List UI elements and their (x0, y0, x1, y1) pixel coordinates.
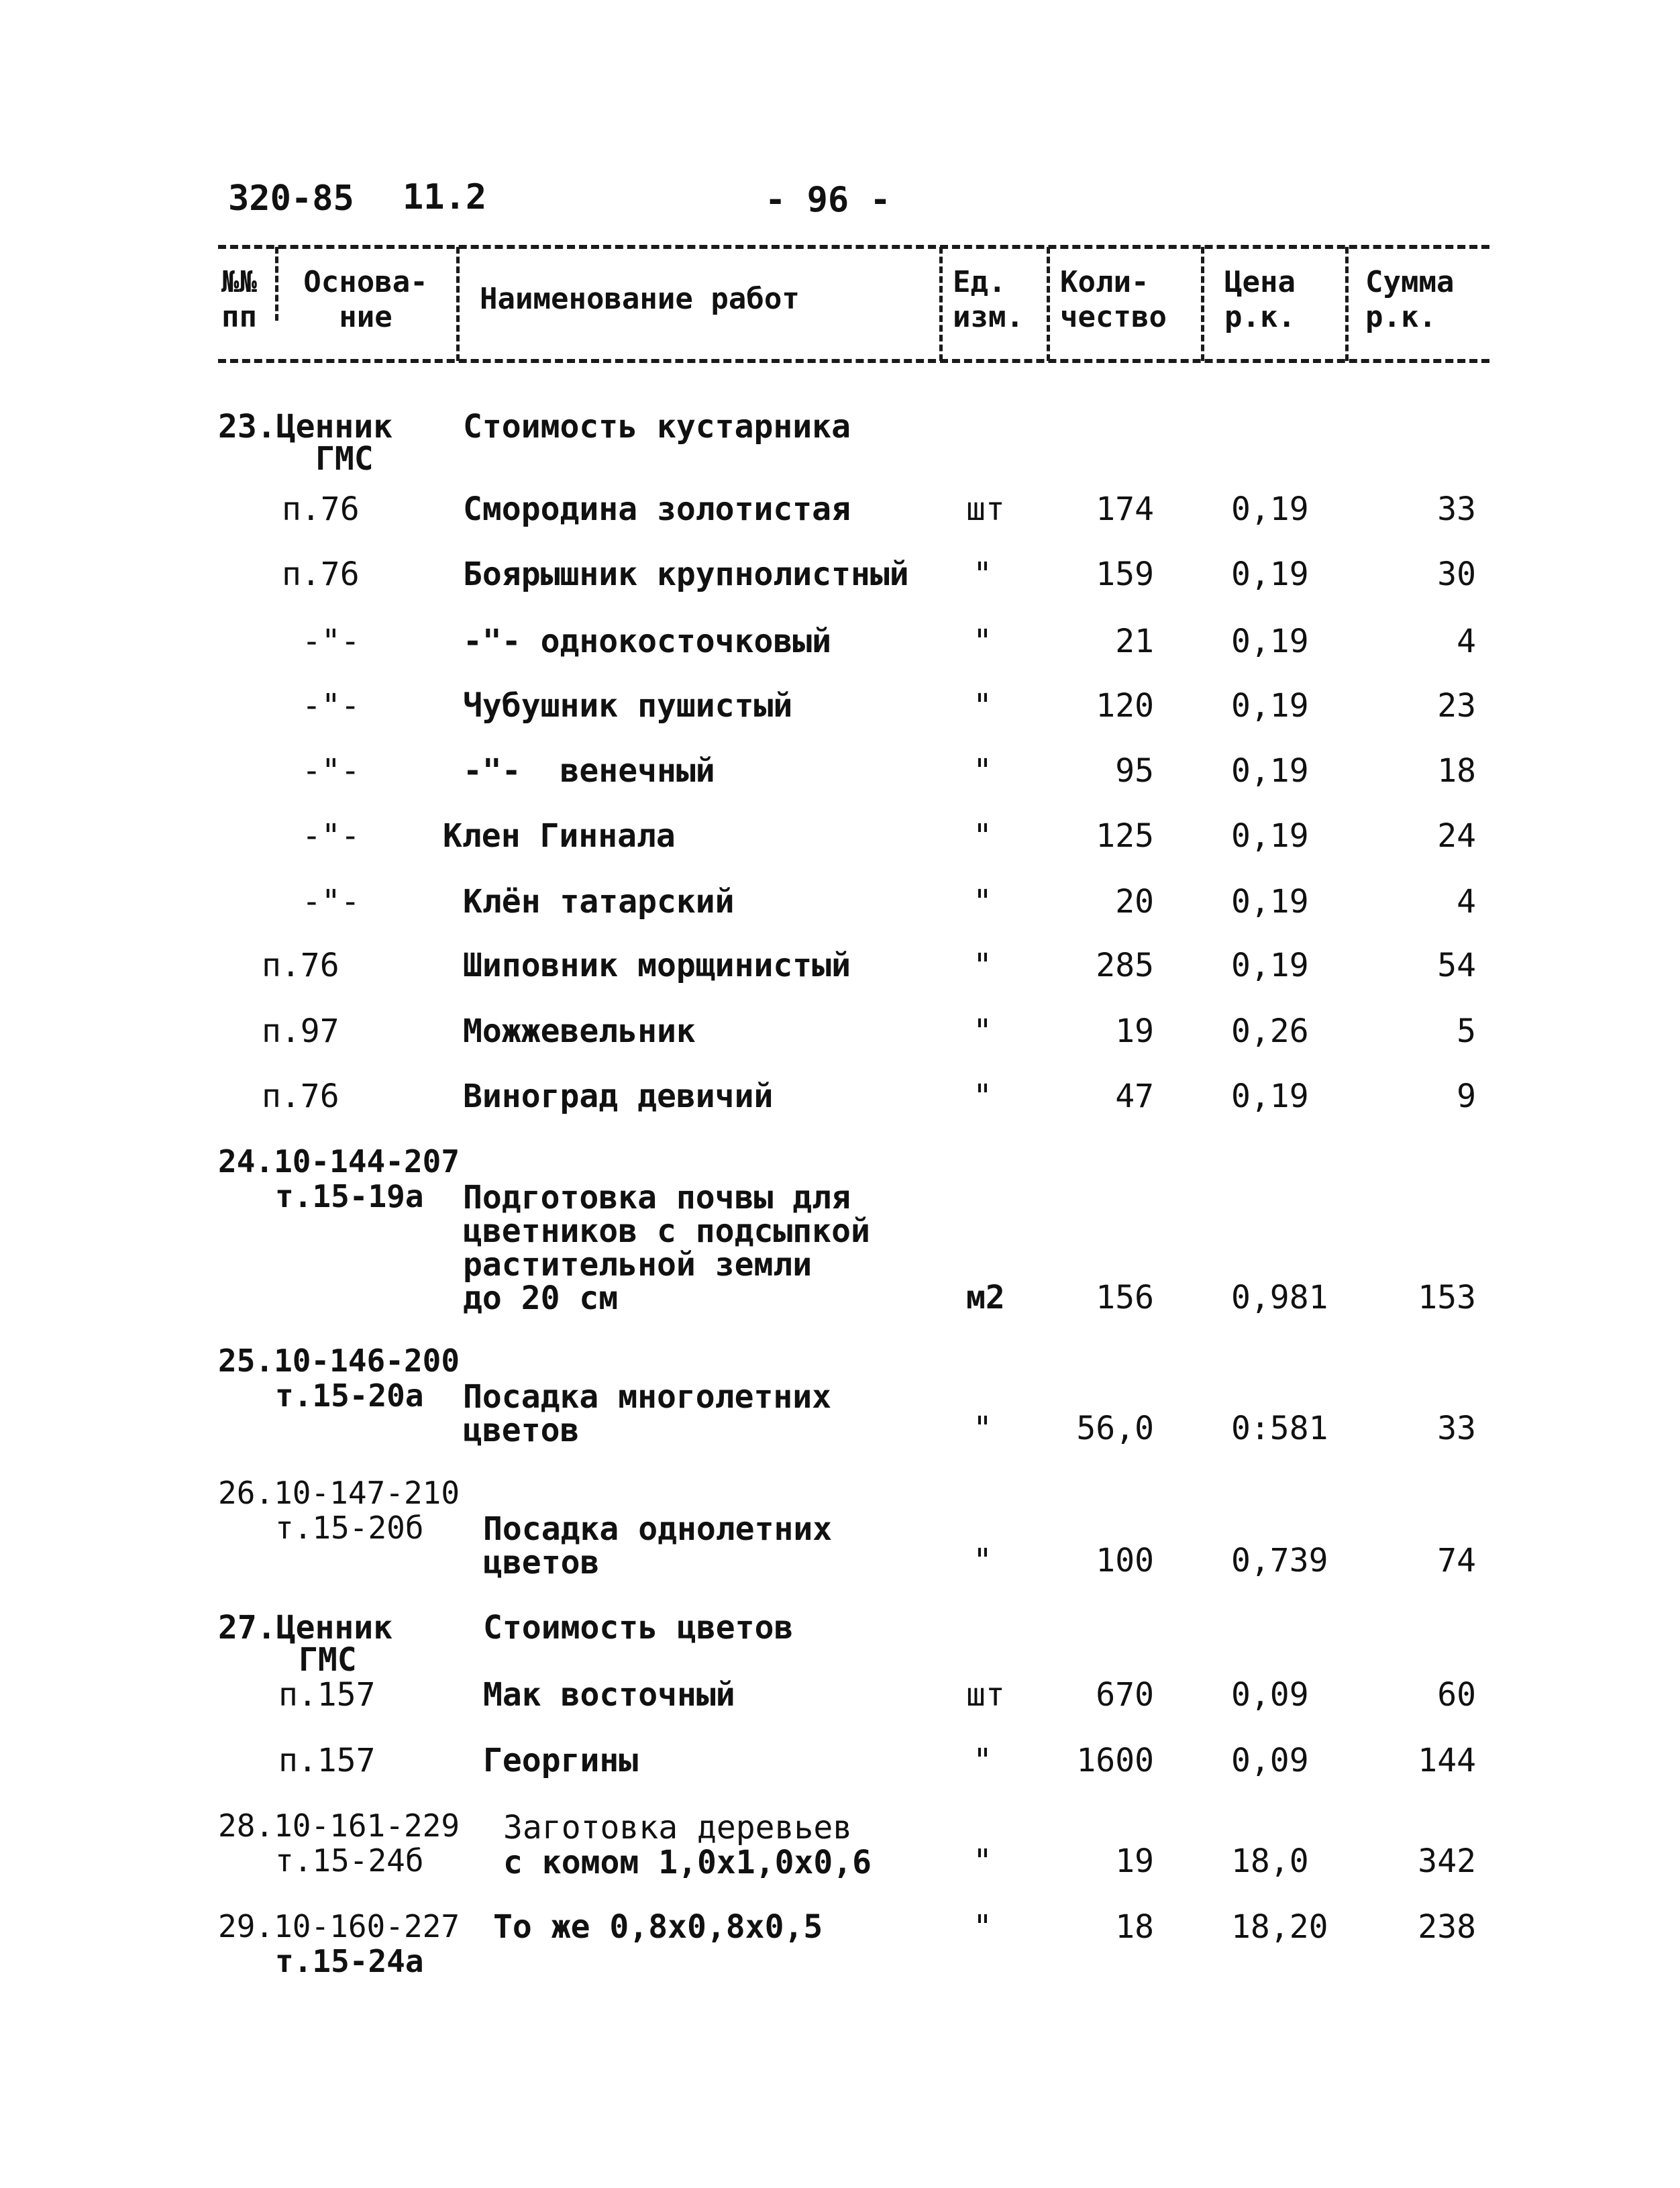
row-name: -"- венечный (463, 752, 715, 790)
row-qty: 159 (1096, 556, 1154, 593)
row-basis-sub: т.15-20а (275, 1377, 424, 1414)
row-qty: 1600 (1076, 1742, 1154, 1779)
row-price: 0,26 (1231, 1012, 1309, 1050)
row-price: 0,19 (1231, 752, 1309, 790)
row-qty: 19 (1115, 1842, 1154, 1880)
row-basis-sub: ГМС (299, 1641, 357, 1679)
row-sum: 23 (1437, 687, 1476, 725)
row-qty: 174 (1096, 490, 1154, 528)
row-name: -"- однокосточковый (463, 623, 832, 660)
row-unit: " (973, 1410, 992, 1447)
row-basis: п.76 (262, 947, 339, 984)
row-basis: 28.10-161-229 (218, 1808, 460, 1844)
row-qty: 21 (1115, 623, 1154, 660)
row-qty: 120 (1096, 687, 1154, 725)
row-basis: п.157 (278, 1676, 376, 1714)
row-basis-sub: т.15-20б (275, 1510, 424, 1546)
row-name: Стоимость кустарника (463, 408, 851, 446)
row-qty: 56,0 (1076, 1410, 1154, 1447)
row-qty: 156 (1096, 1279, 1154, 1316)
header-divider (1345, 247, 1349, 361)
row-price: 0,739 (1231, 1542, 1328, 1579)
row-unit: шт (966, 1676, 1005, 1714)
row-unit: м2 (966, 1279, 1005, 1316)
header-unit: Ед. изм. (953, 265, 1024, 334)
row-basis: -"- (302, 687, 360, 725)
row-sum: 33 (1437, 1410, 1476, 1447)
row-sum: 30 (1437, 556, 1476, 593)
row-price: 0,19 (1231, 817, 1309, 855)
row-qty: 47 (1115, 1078, 1154, 1115)
row-basis: 27.Ценник (218, 1609, 393, 1647)
row-price: 0,09 (1231, 1676, 1309, 1714)
row-name: Смородина золотистая (463, 490, 851, 528)
header-basis: Основа- ние (303, 265, 428, 334)
row-price: 18,20 (1231, 1908, 1328, 1946)
row-sum: 4 (1457, 883, 1476, 921)
row-basis-sub: ГМС (315, 440, 374, 478)
header-divider (939, 247, 943, 361)
row-sum: 5 (1457, 1012, 1476, 1050)
row-price: 0,09 (1231, 1742, 1309, 1779)
row-unit: " (973, 556, 992, 593)
row-qty: 20 (1115, 883, 1154, 921)
row-sum: 54 (1437, 947, 1476, 984)
header-bottom-rule (218, 359, 1489, 363)
row-name: Посадка однолетних цветов (483, 1510, 833, 1581)
row-unit: " (973, 623, 992, 660)
header-price: Цена р.к. (1224, 265, 1296, 334)
row-basis-sub: т.15-24а (275, 1943, 424, 1979)
row-name: Шиповник морщинистый (463, 947, 851, 984)
row-basis: 23.Ценник (218, 408, 393, 446)
row-unit: " (973, 1542, 992, 1579)
row-price: 0,19 (1231, 947, 1309, 984)
row-name: Чубушник пушистый (463, 687, 793, 725)
row-price: 18,0 (1231, 1842, 1309, 1880)
row-basis-sub: т.15-24б (275, 1842, 424, 1879)
document-code: 320-85 (228, 178, 354, 219)
row-sum: 4 (1457, 623, 1476, 660)
row-basis: п.97 (262, 1012, 339, 1050)
header-divider (275, 247, 278, 321)
row-name: Клен Гиннала (443, 817, 676, 855)
row-basis: п.76 (282, 556, 360, 593)
row-unit: " (973, 1012, 992, 1050)
row-price: 0,19 (1231, 687, 1309, 725)
row-basis: -"- (302, 817, 360, 855)
row-qty: 18 (1115, 1908, 1154, 1946)
row-basis-sub: т.15-19а (275, 1178, 424, 1214)
row-name: Заготовка деревьев с комом 1,0х1,0х0,6 (503, 1809, 872, 1881)
header-divider (456, 247, 460, 361)
header-divider (1047, 247, 1050, 361)
row-qty: 125 (1096, 817, 1154, 855)
row-unit: " (973, 947, 992, 984)
row-sum: 153 (1418, 1279, 1476, 1316)
header-divider (1201, 247, 1204, 361)
row-unit: " (973, 752, 992, 790)
row-sum: 342 (1418, 1842, 1476, 1880)
row-unit: " (973, 1078, 992, 1115)
row-sum: 18 (1437, 752, 1476, 790)
row-price: 0,19 (1231, 490, 1309, 528)
row-unit: " (973, 817, 992, 855)
row-basis: п.157 (278, 1742, 376, 1779)
row-sum: 74 (1437, 1542, 1476, 1579)
row-name: Посадка многолетних цветов (463, 1378, 832, 1449)
row-basis: 24.10-144-207 (218, 1143, 460, 1180)
row-name: Георгины (483, 1742, 639, 1779)
row-name: Виноград девичий (463, 1078, 774, 1115)
row-qty: 285 (1096, 947, 1154, 984)
row-basis: -"- (302, 883, 360, 921)
header-qty: Коли- чество (1060, 265, 1167, 334)
row-qty: 19 (1115, 1012, 1154, 1050)
row-price: 0,19 (1231, 883, 1309, 921)
row-unit: " (973, 1842, 992, 1880)
row-unit: шт (966, 490, 1005, 528)
row-basis: 29.10-160-227 (218, 1908, 460, 1944)
row-price: 0,19 (1231, 623, 1309, 660)
header-sum: Сумма р.к. (1365, 265, 1455, 334)
row-basis: п.76 (262, 1078, 339, 1115)
row-unit: " (973, 1742, 992, 1779)
row-name: Можжевельник (463, 1012, 696, 1050)
row-basis: -"- (302, 623, 360, 660)
row-price: 0,19 (1231, 556, 1309, 593)
row-sum: 238 (1418, 1908, 1476, 1946)
page-number: - 96 - (765, 180, 891, 220)
row-sum: 9 (1457, 1078, 1476, 1115)
row-qty: 95 (1115, 752, 1154, 790)
row-unit: " (973, 1908, 992, 1946)
row-name: То же 0,8х0,8х0,5 (493, 1908, 823, 1946)
row-basis: 26.10-147-210 (218, 1475, 460, 1511)
row-qty: 100 (1096, 1542, 1154, 1579)
row-name: Подготовка почвы для цветников с подсыпкой растительной земли до 20 см (463, 1179, 870, 1317)
row-name: Боярышник крупнолистный (463, 556, 909, 593)
row-basis: 25.10-146-200 (218, 1343, 460, 1379)
row-price: 0,19 (1231, 1078, 1309, 1115)
row-sum: 33 (1437, 490, 1476, 528)
row-unit: " (973, 687, 992, 725)
row-sum: 60 (1437, 1676, 1476, 1714)
header-num: №№ пп (221, 265, 257, 334)
section-number: 11.2 (403, 177, 487, 217)
row-sum: 144 (1418, 1742, 1476, 1779)
header-top-rule (218, 245, 1489, 249)
row-name: Стоимость цветов (483, 1609, 794, 1647)
row-qty: 670 (1096, 1676, 1154, 1714)
row-basis: п.76 (282, 490, 360, 528)
row-price: 0,981 (1231, 1279, 1328, 1316)
header-name: Наименование работ (480, 282, 800, 316)
row-name: Клён татарский (463, 883, 735, 921)
row-price: 0:581 (1231, 1410, 1328, 1447)
row-unit: " (973, 883, 992, 921)
row-name: Мак восточный (483, 1676, 735, 1714)
row-basis: -"- (302, 752, 360, 790)
row-sum: 24 (1437, 817, 1476, 855)
